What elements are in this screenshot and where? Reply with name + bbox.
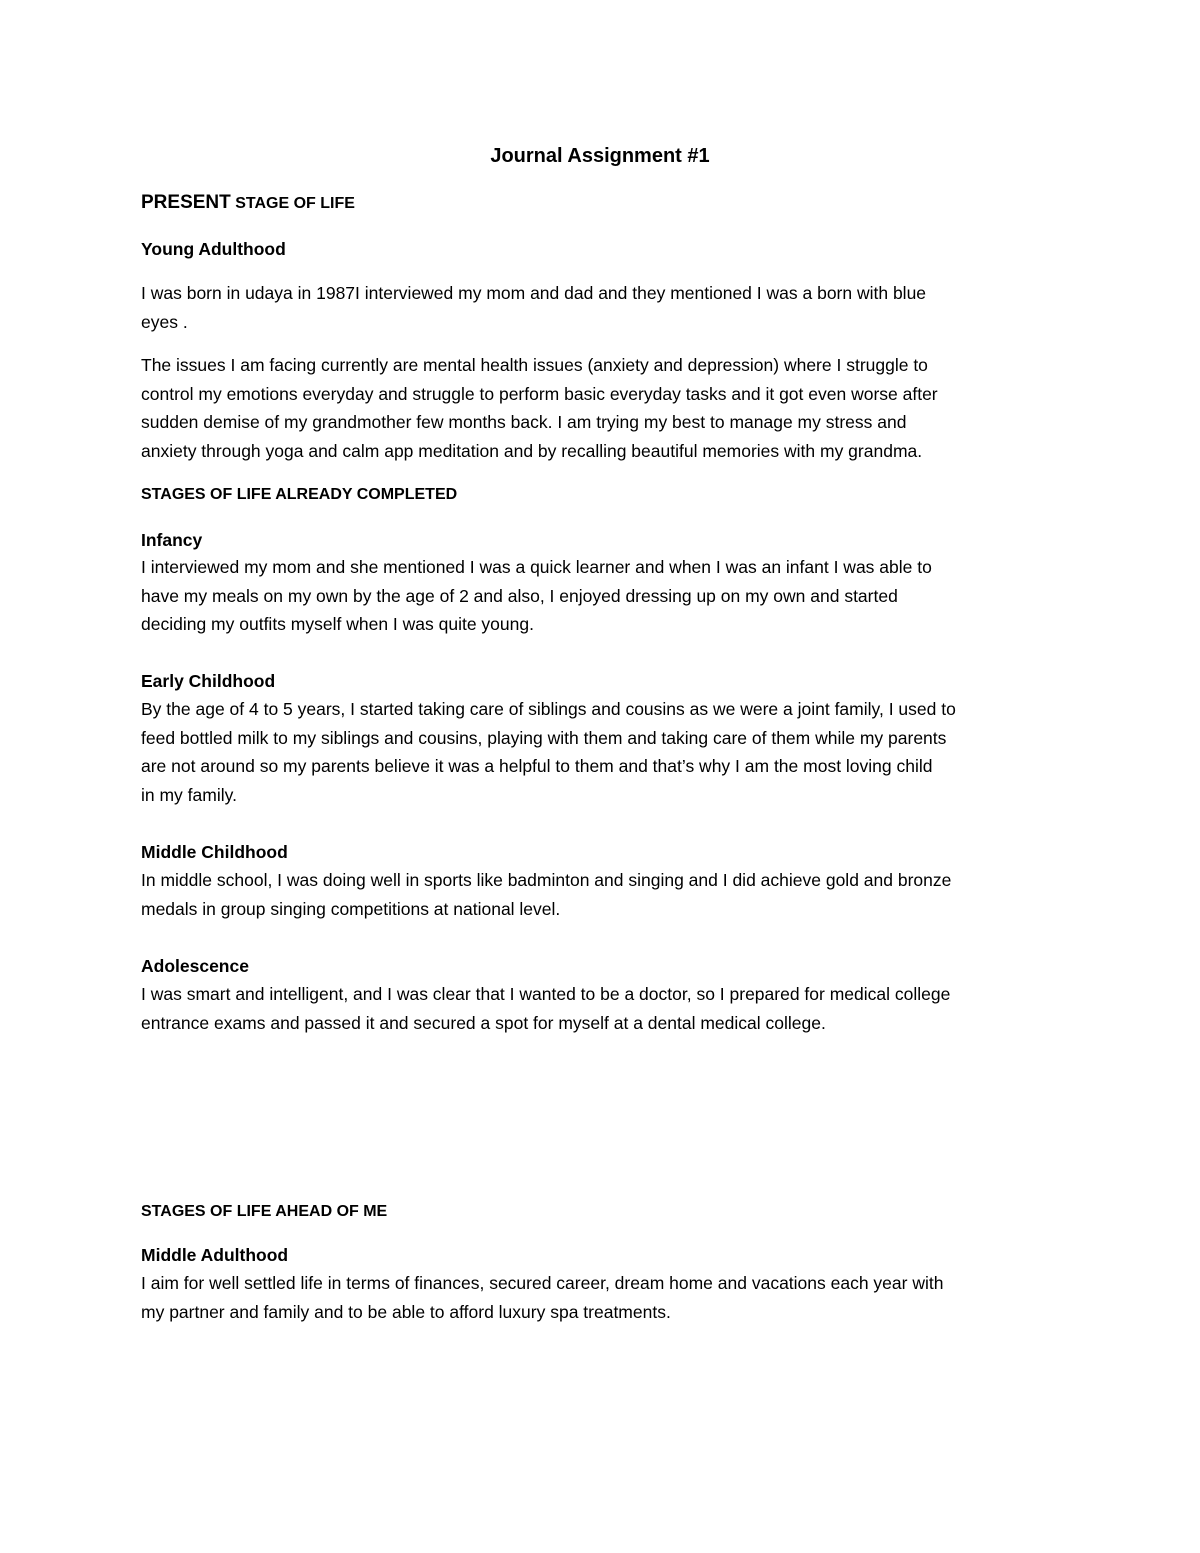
early-childhood-title: Early Childhood xyxy=(141,671,276,691)
present-heading-big: PRESENT xyxy=(141,192,231,213)
young-adulthood-title: Young Adulthood xyxy=(141,239,286,259)
ahead-stages-heading: STAGES OF LIFE AHEAD OF ME xyxy=(141,1203,388,1220)
document-title: Journal Assignment #1 xyxy=(490,145,710,167)
present-heading-small: STAGE OF LIFE xyxy=(235,195,355,212)
middle-childhood-paragraph: In middle school, I was doing well in sports like badminton and singing and I did achieve gold and bronze medals in group singing competitions at national level. xyxy=(141,870,952,919)
infancy-title: Infancy xyxy=(141,530,203,550)
early-childhood-paragraph: By the age of 4 to 5 years, I started taking care of siblings and cousins as we were a joint family, I used to feed bottled milk to my siblings and cousins, playing with them and taking care of them while my parents are not around so my parents believe it was a helpful to them and that’s why I am the most loving child in my family. xyxy=(141,699,956,806)
middle-adulthood-paragraph: I aim for well settled life in terms of finances, secured career, dream home and vacations each year with my partner and family and to be able to afford luxury spa treatments. xyxy=(141,1273,944,1322)
infancy-paragraph: I interviewed my mom and she mentioned I was a quick learner and when I was an infant I was able to have my meals on my own by the age of 2 and also, I enjoyed dressing up on my own and started deciding my outfits myself when I was quite young. xyxy=(141,557,932,635)
middle-childhood-title: Middle Childhood xyxy=(141,842,288,862)
middle-adulthood-title: Middle Adulthood xyxy=(141,1245,289,1265)
completed-stages-heading: STAGES OF LIFE ALREADY COMPLETED xyxy=(141,486,458,503)
young-adulthood-paragraph-2: The issues I am facing currently are mental health issues (anxiety and depression) where I struggle to control my emotions everyday and struggle to perform basic everyday tasks and it got even worse after sudden demise of my grandmother few months back. I am trying my best to manage my stress and anxiety through yoga and calm app meditation and by recalling beautiful memories with my grandma. xyxy=(141,355,938,462)
present-stage-heading xyxy=(141,191,355,216)
young-adulthood-paragraph-1: I was born in udaya in 1987I interviewed my mom and dad and they mentioned I was a born with blue eyes . xyxy=(141,283,927,332)
adolescence-title: Adolescence xyxy=(141,956,249,976)
adolescence-paragraph: I was smart and intelligent, and I was clear that I wanted to be a doctor, so I prepared for medical college entrance exams and passed it and secured a spot for myself at a dental medical college. xyxy=(141,984,951,1033)
